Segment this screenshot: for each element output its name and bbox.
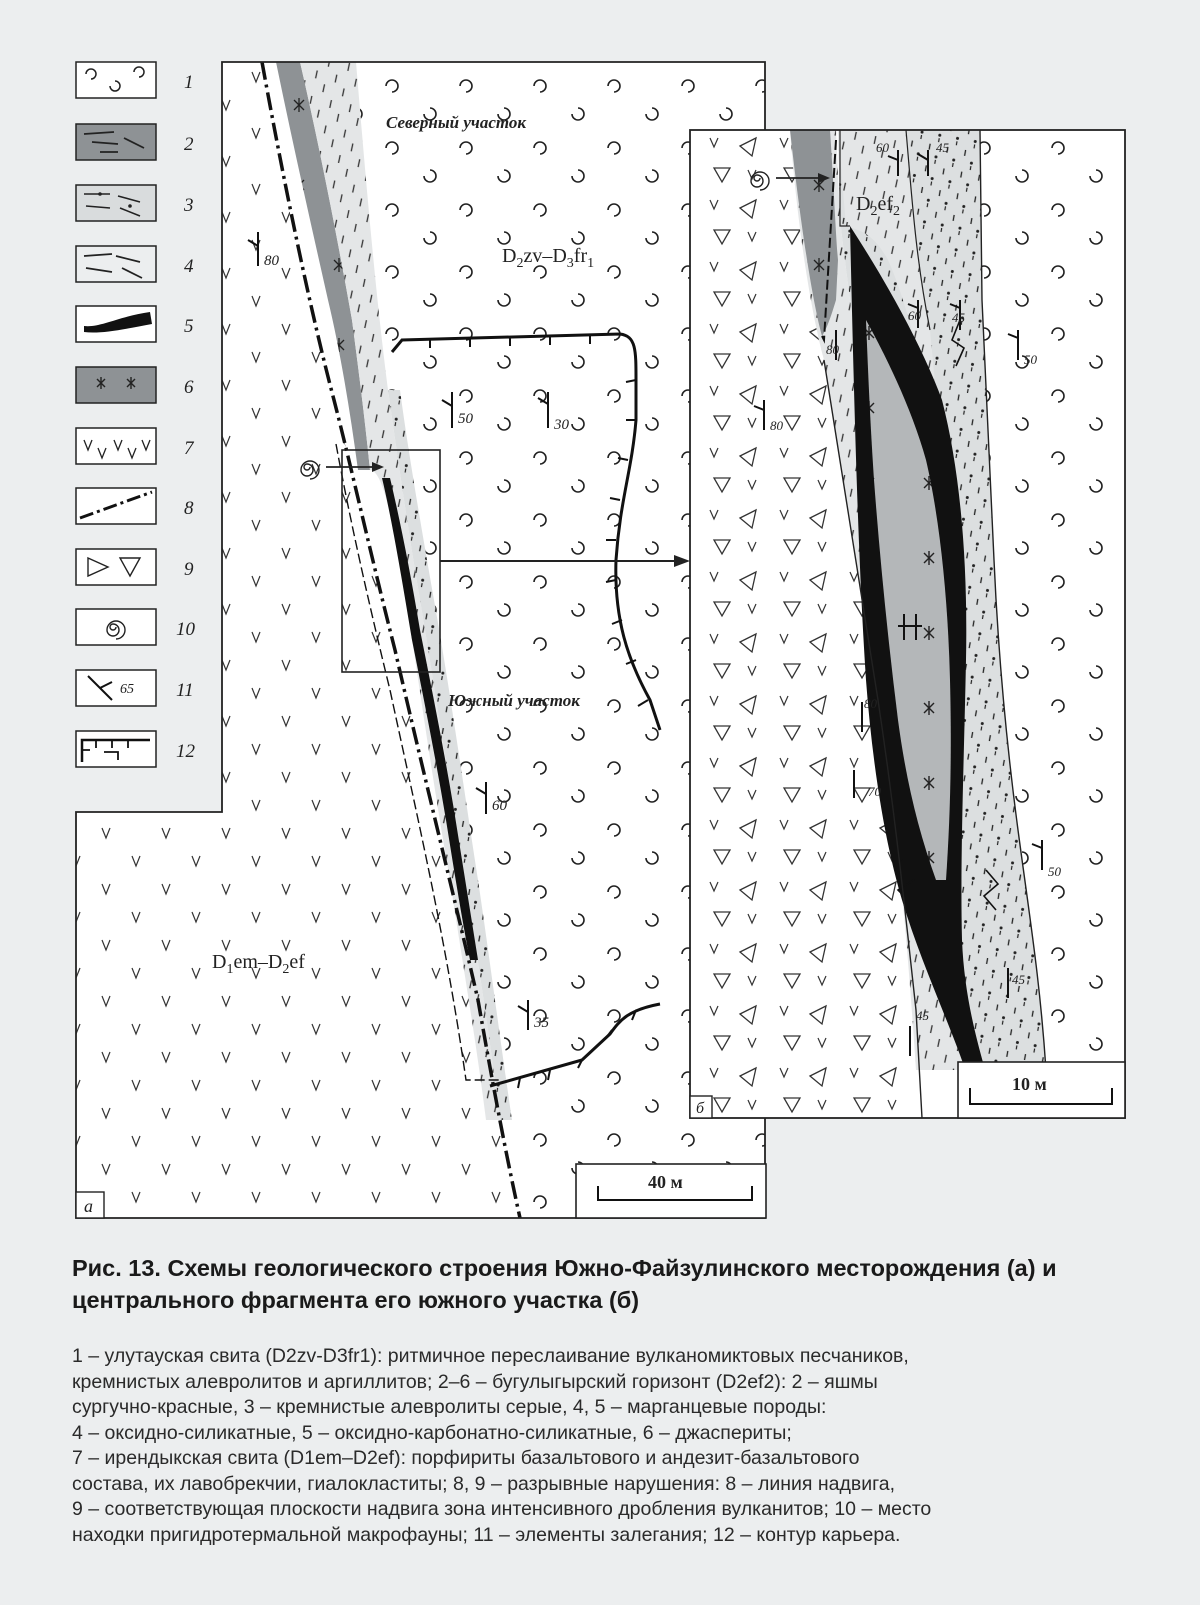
legend-number-12: 12 <box>176 741 195 762</box>
legend-number-5: 5 <box>184 316 194 337</box>
legend-dip-number: 65 <box>120 682 134 697</box>
legend-line: 1 – улутауская свита (D2zv-D3fr1): ритмичное переслаивание вулканомиктовых песчаников, <box>72 1345 909 1367</box>
map-b <box>690 130 1125 1118</box>
legend-item-9-brecciation-swatch <box>76 549 156 585</box>
legend-item-5-oxide-carbonate-swatch <box>76 306 156 342</box>
dip-label: 45 <box>916 1008 929 1023</box>
ef2-formation-label: $D_2ef_2$ <box>856 193 900 219</box>
legend-item-4-oxide-silicate-swatch <box>76 246 156 282</box>
legend-number-9: 9 <box>184 559 194 580</box>
south-area-label: Южный участок <box>448 691 580 710</box>
legend-line: 4 – оксидно-силикатные, 5 – оксидно-карбонатно-силикатные, 6 – джаспериты; <box>72 1421 792 1444</box>
legend-line: кремнистых алевролитов и аргиллитов; 2–6 – бугулыгырский горизонт (D2ef2): 2 – яшмы <box>72 1370 878 1393</box>
dip-label: 45 <box>936 140 949 155</box>
legend-item-11-dip-swatch <box>76 670 156 706</box>
dip-label: 45 <box>1012 972 1025 987</box>
dip-label: 70 <box>868 784 881 799</box>
scale-label-a: 40 м <box>648 1172 683 1192</box>
legend-number-1: 1 <box>184 72 194 93</box>
legend-item-3-siltstone-swatch <box>76 185 156 221</box>
legend-number-4: 4 <box>184 256 194 277</box>
dip-label: 60 <box>492 798 507 814</box>
legend-number-6: 6 <box>184 377 194 398</box>
dip-label: 50 <box>1048 864 1061 879</box>
scale-bar-a <box>576 1164 766 1218</box>
dip-label: 80 <box>770 418 783 433</box>
legend-item-6-jasperite-swatch <box>76 367 156 403</box>
legend-line: сургучно-красные, 3 – кремнистые алевролиты серые, 4, 5 – марганцевые породы: <box>72 1396 827 1418</box>
figure-caption: Рис. 13. Схемы геологического строения Южно-Файзулинского месторождения (а) и центрального фрагмента его южного участка (б) <box>72 1255 1057 1313</box>
legend-line: состава, их лавобрекчии, гиалокластиты; 8, 9 – разрывные нарушения: 8 – линия надвига, <box>72 1472 896 1495</box>
legend-line: находки пригидротермальной макрофауны; 11 – элементы залегания; 12 – контур карьера. <box>72 1523 901 1546</box>
dip-label: 50 <box>458 411 473 427</box>
legend-item-1-circles-swatch <box>76 62 156 98</box>
dip-label: 60 <box>876 140 889 155</box>
panel-letter-b: б <box>696 1100 705 1117</box>
legend-line: 7 – ирендыкская свита (D1em–D2ef): порфириты базальтового и андезит-базальтового <box>72 1447 860 1469</box>
map-a <box>76 62 766 1218</box>
dip-label: 80 <box>264 253 279 269</box>
dip-label: 30 <box>554 417 569 433</box>
legend-item-12-quarry-swatch <box>76 731 156 767</box>
dip-label: 50 <box>1024 352 1037 367</box>
legend-item-7-volcanics-swatch <box>76 428 156 464</box>
legend-item-2-jasper-swatch <box>76 124 156 160</box>
legend <box>76 62 196 767</box>
upper-formation-label: $D_2zv-D_3fr_1$ <box>502 245 595 271</box>
legend-line: 9 – соответствующая плоскости надвига зона интенсивного дробления вулканитов; 10 – место <box>72 1498 932 1520</box>
legend-item-8-thrust-line-swatch <box>76 488 156 524</box>
legend-number-8: 8 <box>184 498 194 519</box>
legend-number-7: 7 <box>184 438 194 459</box>
dip-label: 80 <box>826 342 839 357</box>
dip-label: 35 <box>534 1015 549 1031</box>
dip-label: 45 <box>952 310 965 325</box>
legend-number-3: 3 <box>184 195 194 216</box>
north-area-label: Северный участок <box>386 113 527 132</box>
scale-label-b: 10 м <box>1012 1074 1047 1094</box>
legend-item-10-fauna-swatch <box>76 609 156 645</box>
lower-formation-label: $D_1em-D_2ef$ <box>212 951 305 977</box>
scale-bar-b <box>958 1062 1125 1118</box>
legend-number-2: 2 <box>184 134 194 155</box>
panel-letter-a: а <box>84 1196 93 1216</box>
legend-description <box>72 1344 1172 1548</box>
dip-label: 80 <box>864 696 877 711</box>
legend-number-10: 10 <box>176 619 195 640</box>
legend-number-11: 11 <box>176 680 194 701</box>
dip-label: 60 <box>908 308 921 323</box>
